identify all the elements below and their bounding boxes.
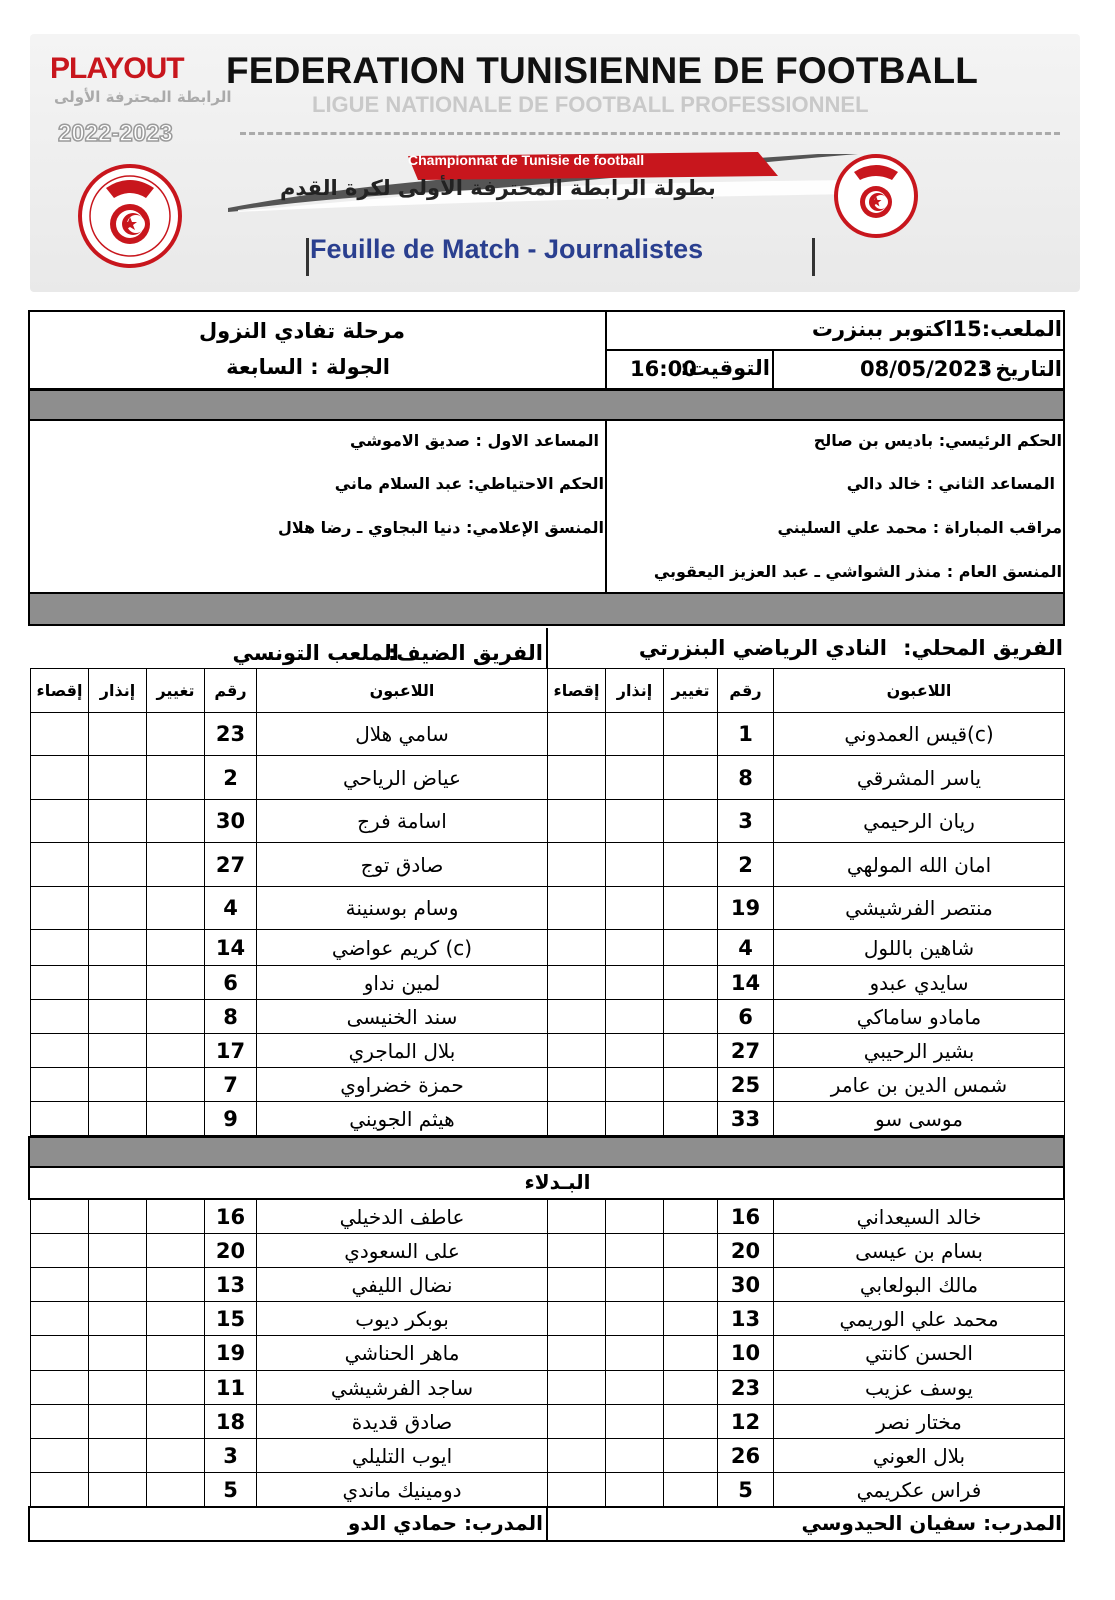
player-number: 11 — [205, 1371, 257, 1405]
table-row — [31, 1068, 548, 1102]
grey-band-1 — [28, 389, 1065, 421]
player-number: 1 — [718, 713, 774, 756]
title-bar-left — [306, 238, 309, 276]
championship-french: Championnat de Tunisie de football — [408, 152, 645, 168]
player-name: سامي هلال — [257, 713, 548, 756]
player-name: اسامة فرج — [257, 800, 548, 843]
table-row — [31, 1405, 548, 1439]
col-number: رقم — [205, 669, 257, 713]
player-number: 23 — [205, 713, 257, 756]
date-label: التاريخ : — [979, 357, 1062, 381]
playout-logo-text: PLAYOUT — [50, 52, 184, 85]
table-row — [548, 887, 1065, 930]
assistant-two: المساعد الثاني : خالد دالي — [846, 474, 1055, 493]
player-name: شمس الدين بن عامر — [774, 1068, 1065, 1102]
table-row — [31, 1336, 548, 1371]
table-row — [548, 1034, 1065, 1068]
officials-divider — [605, 420, 607, 593]
player-number: 30 — [718, 1268, 774, 1302]
col-players: اللاعبون — [774, 669, 1065, 713]
subs-title: البـدلاء — [524, 1170, 591, 1194]
table-row — [31, 1268, 548, 1302]
table-row — [548, 1336, 1065, 1371]
table-row — [31, 1102, 548, 1136]
time-label: التوقيت: — [680, 356, 770, 380]
player-number: 27 — [718, 1034, 774, 1068]
player-name: ايوب التليلي — [257, 1439, 548, 1473]
table-row — [31, 1234, 548, 1268]
federation-emblem-right — [830, 150, 922, 240]
player-number: 5 — [205, 1473, 257, 1507]
player-name: وسام بوسنينة — [257, 887, 548, 930]
player-name: عاطف الدخيلي — [257, 1200, 548, 1234]
player-number: 15 — [205, 1302, 257, 1336]
player-name: خالد السيعداني — [774, 1200, 1065, 1234]
table-row — [548, 1473, 1065, 1507]
player-number: 3 — [718, 800, 774, 843]
federation-title: FEDERATION TUNISIENNE DE FOOTBALL — [226, 50, 979, 91]
col-warning: إنذار — [606, 669, 664, 713]
table-row — [548, 1405, 1065, 1439]
table-row — [548, 1439, 1065, 1473]
away-team-label: الفريق الضيف: — [387, 641, 543, 665]
table-row — [548, 1000, 1065, 1034]
table-row — [31, 887, 548, 930]
player-name: بسام بن عيسى — [774, 1234, 1065, 1268]
table-header — [548, 669, 1065, 713]
table-row — [31, 800, 548, 843]
player-name: بلال العوني — [774, 1439, 1065, 1473]
referee: الحكم الرئيسي: باديس بن صالح — [813, 431, 1062, 450]
time-date-divider — [772, 350, 774, 389]
player-number: 8 — [205, 1000, 257, 1034]
player-name: مالك البولعابي — [774, 1268, 1065, 1302]
player-number: 23 — [718, 1371, 774, 1405]
sheet-title: Feuille de Match - Journalistes — [310, 234, 704, 264]
table-row — [31, 756, 548, 800]
title-bar-right — [812, 238, 815, 276]
player-number: 13 — [718, 1302, 774, 1336]
player-number: 16 — [718, 1200, 774, 1234]
player-number: 13 — [205, 1268, 257, 1302]
table-row — [31, 843, 548, 887]
table-row — [31, 1439, 548, 1473]
col-warning: إنذار — [89, 669, 147, 713]
table-row — [548, 966, 1065, 1000]
federation-emblem-left — [76, 158, 184, 270]
match-commissioner: مراقب المباراة : محمد علي السليني — [777, 518, 1062, 537]
player-name: امان الله المولهي — [774, 843, 1065, 887]
col-expulsion: إقصاء — [31, 669, 89, 713]
table-row — [548, 1268, 1065, 1302]
player-name: ريان الرحيمي — [774, 800, 1065, 843]
table-row — [31, 1000, 548, 1034]
player-name: بوبكر ديوب — [257, 1302, 548, 1336]
player-number: 16 — [205, 1200, 257, 1234]
player-number: 20 — [205, 1234, 257, 1268]
player-number: 17 — [205, 1034, 257, 1068]
player-number: 6 — [718, 1000, 774, 1034]
away-team-name: الملعب التونسي — [232, 641, 399, 665]
home-coach: المدرب: سفيان الحيدوسي — [801, 1511, 1062, 1535]
table-row — [548, 930, 1065, 966]
player-name: ياسر المشرقي — [774, 756, 1065, 800]
table-row — [31, 1302, 548, 1336]
col-substitution: تغيير — [147, 669, 205, 713]
player-number: 5 — [718, 1473, 774, 1507]
player-name: بلال الماجري — [257, 1034, 548, 1068]
home-starters-table — [547, 668, 1065, 1136]
table-row — [548, 1302, 1065, 1336]
home-team-label: الفريق المحلي: — [903, 636, 1063, 660]
stadium: الملعب:15اكتوبر ببنزرت — [811, 317, 1062, 341]
player-name: حمزة خضراوي — [257, 1068, 548, 1102]
col-players: اللاعبون — [257, 669, 548, 713]
player-number: 8 — [718, 756, 774, 800]
player-name: بشير الرحيبي — [774, 1034, 1065, 1068]
player-number: 25 — [718, 1068, 774, 1102]
player-number: 19 — [718, 887, 774, 930]
dashed-divider — [240, 132, 1060, 135]
player-name: سايدي عبدو — [774, 966, 1065, 1000]
player-name: مختار نصر — [774, 1405, 1065, 1439]
table-row — [31, 930, 548, 966]
player-number: 3 — [205, 1439, 257, 1473]
stadium-date-divider — [606, 349, 1064, 351]
player-name: موسى سو — [774, 1102, 1065, 1136]
player-name: كريم عواضي (c) — [257, 930, 548, 966]
player-number: 30 — [205, 800, 257, 843]
table-header — [31, 669, 548, 713]
table-row — [548, 1234, 1065, 1268]
player-name: دومينيك ماندي — [257, 1473, 548, 1507]
player-number: 10 — [718, 1336, 774, 1371]
player-name: فراس عكريمي — [774, 1473, 1065, 1507]
table-row — [548, 800, 1065, 843]
player-number: 14 — [205, 930, 257, 966]
home-team-name: النادي الرياضي البنزرتي — [638, 636, 887, 660]
player-name: ساجد الفرشيشي — [257, 1371, 548, 1405]
player-number: 4 — [205, 887, 257, 930]
round: الجولة : السابعة — [226, 355, 390, 379]
player-name: ماهر الحناشي — [257, 1336, 548, 1371]
player-name: صادق توج — [257, 843, 548, 887]
player-number: 20 — [718, 1234, 774, 1268]
player-name: سند الخنيسى — [257, 1000, 548, 1034]
table-row — [31, 1371, 548, 1405]
col-number: رقم — [718, 669, 774, 713]
table-row — [31, 1473, 548, 1507]
player-number: 4 — [718, 930, 774, 966]
away-coach: المدرب: حمادي الدو — [347, 1511, 543, 1535]
player-number: 2 — [205, 756, 257, 800]
player-number: 2 — [718, 843, 774, 887]
team-name-divider — [546, 628, 548, 668]
table-row — [548, 1371, 1065, 1405]
fourth-official: الحكم الاحتياطي: عبد السلام ماني — [334, 474, 604, 493]
player-number: 33 — [718, 1102, 774, 1136]
header-banner — [30, 34, 1080, 292]
table-row — [31, 1200, 548, 1234]
table-row — [548, 756, 1065, 800]
player-number: 6 — [205, 966, 257, 1000]
player-number: 9 — [205, 1102, 257, 1136]
col-substitution: تغيير — [664, 669, 718, 713]
table-row — [548, 843, 1065, 887]
table-row — [31, 713, 548, 756]
general-coordinator: المنسق العام : منذر الشواشي ـ عبد العزيز اليعقوبي — [653, 562, 1062, 581]
table-row — [31, 966, 548, 1000]
match-time: 16:00 — [630, 357, 697, 381]
player-name: لمين نداو — [257, 966, 548, 1000]
competition-phase: مرحلة تفادي النزول — [198, 319, 405, 343]
col-expulsion: إقصاء — [548, 669, 606, 713]
player-number: 18 — [205, 1405, 257, 1439]
media-coordinator: المنسق الإعلامي: دنيا البجاوي ـ رضا هلال — [277, 518, 604, 537]
player-name: شاهين باللول — [774, 930, 1065, 966]
table-row — [31, 1034, 548, 1068]
coaches-divider — [546, 1507, 548, 1541]
player-number: 12 — [718, 1405, 774, 1439]
player-name: نضال الليفي — [257, 1268, 548, 1302]
table-row — [548, 713, 1065, 756]
player-name: صادق قديدة — [257, 1405, 548, 1439]
home-subs-table — [547, 1199, 1065, 1507]
away-starters-table — [30, 668, 548, 1136]
player-name: منتصر الفرشيشي — [774, 887, 1065, 930]
away-subs-table — [30, 1199, 548, 1507]
player-name: هيثم الجويني — [257, 1102, 548, 1136]
player-name: عياض الرياحي — [257, 756, 548, 800]
assistant-one: المساعد الاول : صديق الاموشي — [350, 431, 599, 450]
table-row — [548, 1200, 1065, 1234]
player-number: 19 — [205, 1336, 257, 1371]
player-name: على السعودي — [257, 1234, 548, 1268]
grey-band-2 — [28, 592, 1065, 626]
player-name: قيس العمدوني(c) — [774, 713, 1065, 756]
player-name: يوسف عزيب — [774, 1371, 1065, 1405]
league-arabic-small: الرابطة المحترفة الأولى — [54, 88, 232, 106]
player-number: 7 — [205, 1068, 257, 1102]
player-name: الحسن كانتي — [774, 1336, 1065, 1371]
player-number: 14 — [718, 966, 774, 1000]
ligue-subtitle: LIGUE NATIONALE DE FOOTBALL PROFESSIONNEL — [312, 92, 869, 117]
table-row — [548, 1068, 1065, 1102]
player-number: 27 — [205, 843, 257, 887]
table-row — [548, 1102, 1065, 1136]
player-name: مامادو ساماكي — [774, 1000, 1065, 1034]
player-number: 26 — [718, 1439, 774, 1473]
grey-band-3 — [28, 1136, 1065, 1168]
championship-arabic: بطولة الرابطة المحترفة الأولى لكرة القدم — [280, 176, 716, 200]
player-name: محمد علي الوريمي — [774, 1302, 1065, 1336]
season-label: 2022-2023 — [58, 120, 173, 147]
match-date: 08/05/2023 — [860, 357, 993, 381]
